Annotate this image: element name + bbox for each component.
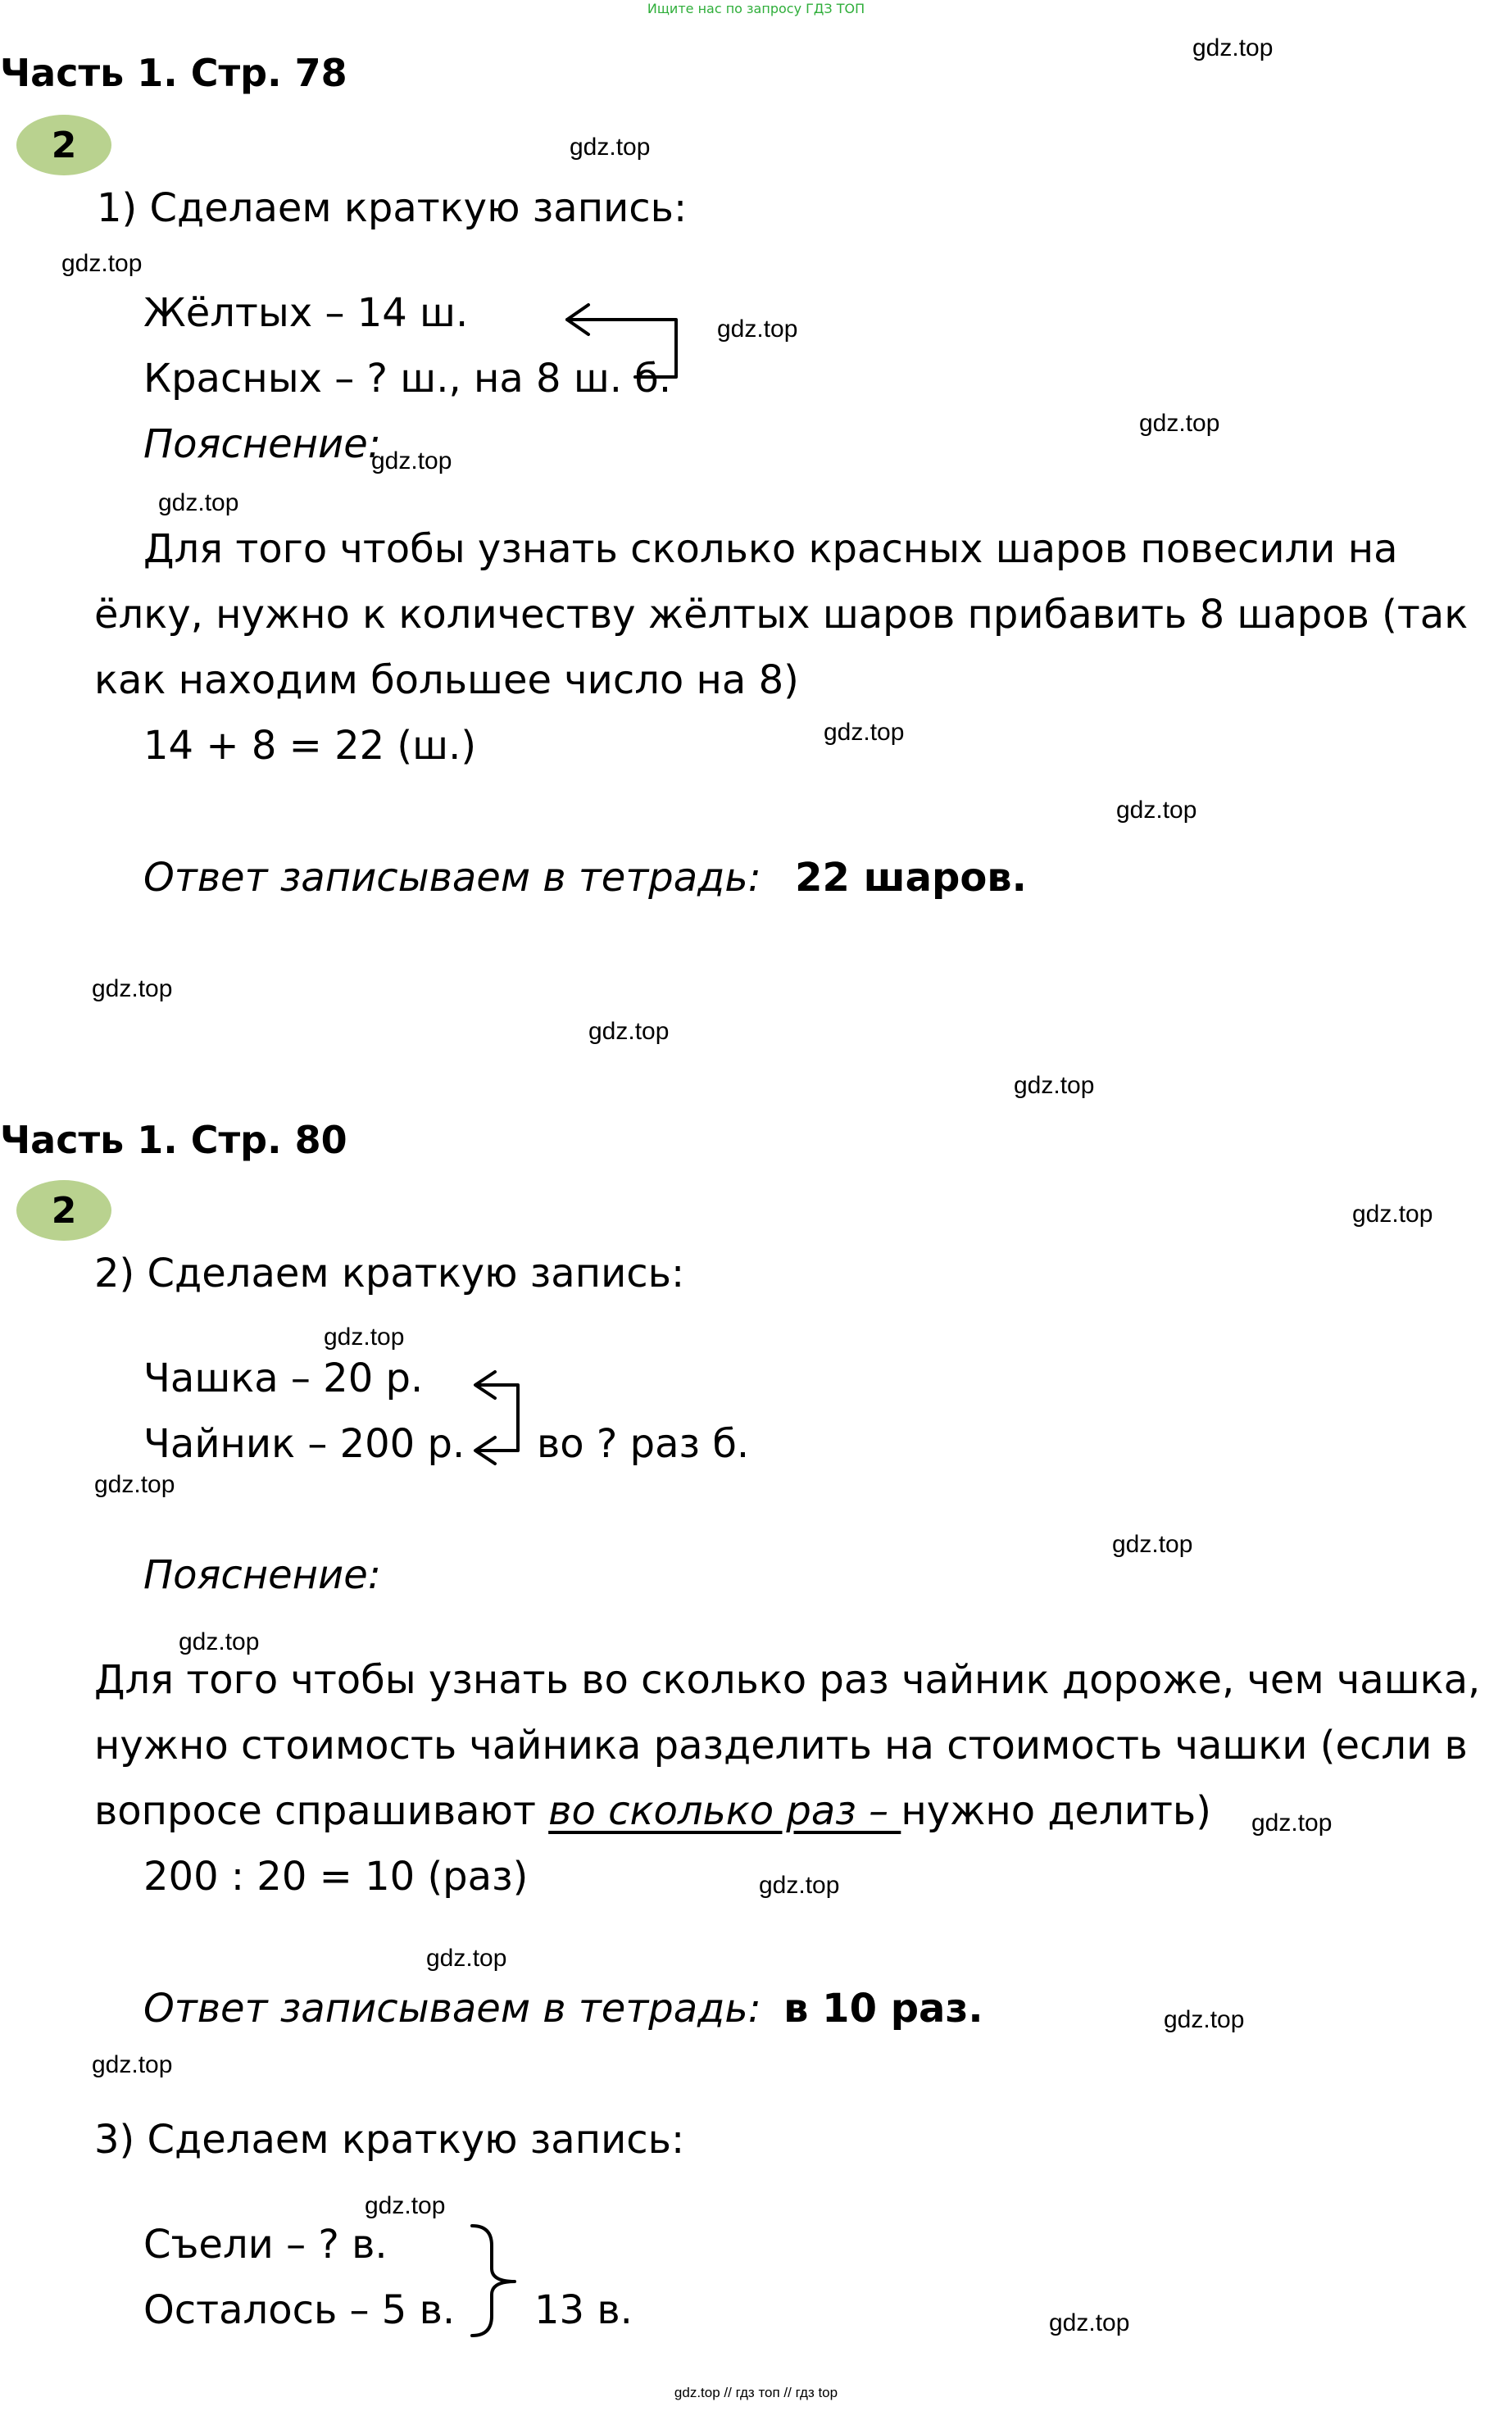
watermark: gdz.top <box>1251 1809 1333 1837</box>
para-text-end: нужно делить) <box>901 1788 1211 1834</box>
watermark: gdz.top <box>717 316 798 343</box>
answer-label: Ответ записываем в тетрадь: <box>143 855 761 901</box>
section3-line-left: Осталось – 5 в. <box>143 2287 456 2333</box>
watermark: gdz.top <box>179 1628 260 1655</box>
answer-label: Ответ записываем в тетрадь: <box>143 1986 761 2032</box>
watermark: gdz.top <box>570 134 651 161</box>
section1-line-red: Красных – ? ш., на 8 ш. б. <box>143 356 672 402</box>
section3-task-intro: 3) Сделаем краткую запись: <box>94 2117 685 2163</box>
section3-curly-brace <box>472 2226 515 2336</box>
watermark: gdz.top <box>94 1471 175 1498</box>
watermark: gdz.top <box>92 975 173 1002</box>
answer-value: в 10 раз. <box>783 1986 983 2032</box>
watermark: gdz.top <box>92 2051 173 2078</box>
section2-equation: 200 : 20 = 10 (раз) <box>143 1854 529 1900</box>
section1-para-line1: Для того чтобы узнать сколько красных шаров повесили на <box>143 526 1398 572</box>
footer-watermark: gdz.top // гдз топ // гдз top <box>674 2385 838 2400</box>
section1-para-line2: ёлку, нужно к количеству жёлтых шаров прибавить 8 шаров (так <box>94 592 1469 638</box>
watermark: gdz.top <box>759 1872 840 1899</box>
watermark: gdz.top <box>1112 1531 1193 1558</box>
section1-heading: Часть 1. Стр. 78 <box>0 51 347 95</box>
watermark: gdz.top <box>371 447 452 474</box>
section3-total: 13 в. <box>534 2287 633 2333</box>
section2-line-cup: Чашка – 20 р. <box>143 1355 424 1401</box>
watermark: gdz.top <box>426 1945 507 1972</box>
watermark: gdz.top <box>324 1324 405 1351</box>
watermark: gdz.top <box>1049 2309 1130 2336</box>
badge-number: 2 <box>51 124 77 166</box>
section2-compare: во ? раз б. <box>537 1421 750 1467</box>
watermark: gdz.top <box>365 2192 446 2219</box>
para-text-start: вопросе спрашивают <box>94 1788 549 1834</box>
section1-task-intro: 1) Сделаем краткую запись: <box>97 185 688 231</box>
section1-equation: 14 + 8 = 22 (ш.) <box>143 723 477 769</box>
watermark: gdz.top <box>158 489 239 516</box>
section2-para-line2: нужно стоимость чайника разделить на стоимость чашки (если в <box>94 1723 1468 1769</box>
watermark: gdz.top <box>1116 797 1197 824</box>
para-text-underlined: во сколько раз – <box>548 1788 901 1834</box>
watermark: gdz.top <box>1352 1201 1433 1228</box>
top-banner: Ищите нас по запросу ГДЗ ТОП <box>647 1 865 16</box>
watermark: gdz.top <box>824 719 905 746</box>
watermark: gdz.top <box>1139 410 1220 437</box>
section2-heading: Часть 1. Стр. 80 <box>0 1118 347 1162</box>
section2-line-kettle: Чайник – 200 р. <box>143 1421 465 1467</box>
section1-explanation-label: Пояснение: <box>143 421 381 467</box>
watermark: gdz.top <box>61 250 143 277</box>
section3-line-eaten: Съели – ? в. <box>143 2222 388 2268</box>
answer-value: 22 шаров. <box>795 855 1027 901</box>
watermark: gdz.top <box>1192 34 1274 61</box>
watermark: gdz.top <box>1014 1072 1095 1099</box>
section2-task-intro: 2) Сделаем краткую запись: <box>94 1251 685 1296</box>
section2-explanation-label: Пояснение: <box>143 1552 381 1598</box>
section2-compare-bracket <box>477 1385 518 1451</box>
watermark: gdz.top <box>588 1018 670 1045</box>
section1-compare-arrow <box>567 320 676 377</box>
badge-number: 2 <box>51 1189 77 1232</box>
section1-line-yellow: Жёлтых – 14 ш. <box>143 290 469 336</box>
section2-para-line1: Для того чтобы узнать во сколько раз чайник дороже, чем чашка, <box>94 1657 1481 1703</box>
section1-para-line3: как находим большее число на 8) <box>94 657 799 703</box>
watermark: gdz.top <box>1164 2006 1245 2033</box>
